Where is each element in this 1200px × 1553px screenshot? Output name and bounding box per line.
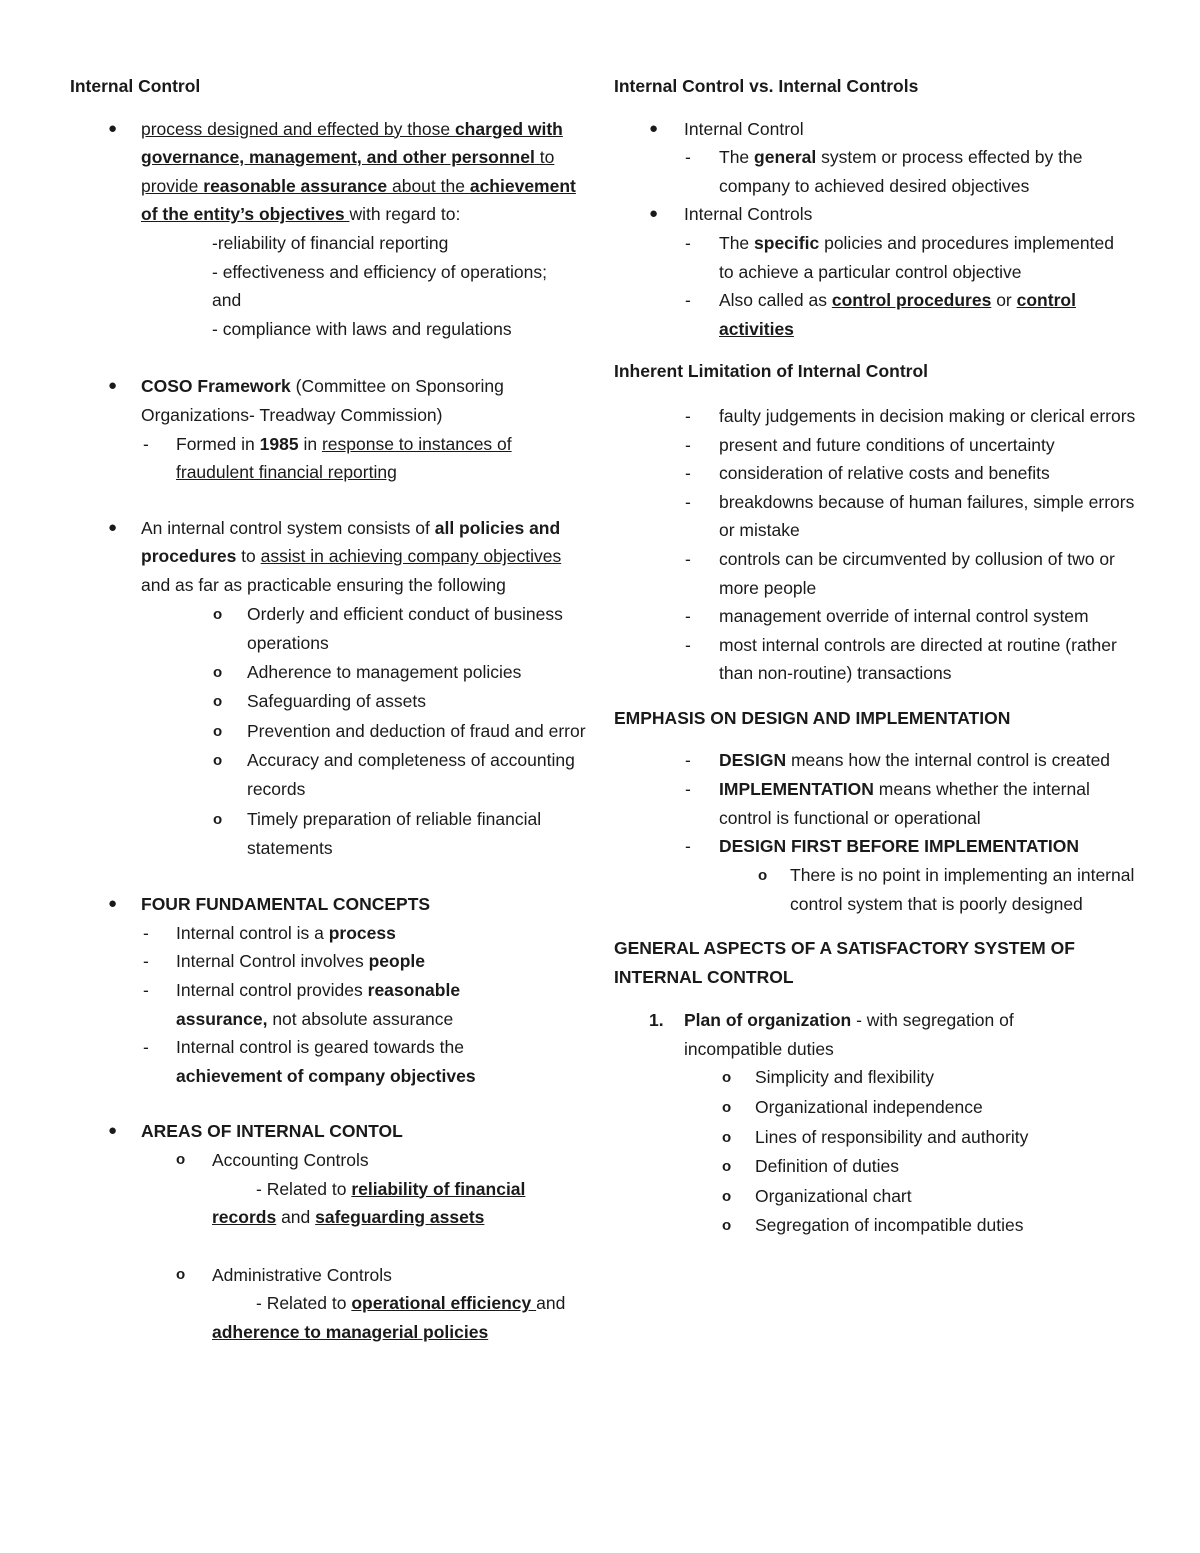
list-item: - controls can be circumvented by collusion of two or more people xyxy=(685,548,1115,598)
list-item: o Prevention and deduction of fraud and error xyxy=(213,720,586,741)
list-item: - present and future conditions of uncertainty xyxy=(685,434,1055,455)
list-item: - DESIGN means how the internal control is created xyxy=(685,750,1111,771)
definition-bullet xyxy=(70,115,595,229)
list-item: - most internal controls are directed at routine (rather than non-routine) transactions xyxy=(685,634,1117,684)
ic-desc: - The general system or process effected by the company to achieved desired objectives xyxy=(685,147,1083,196)
system-bullet xyxy=(70,514,595,600)
heading-vs: Internal Control vs. Internal Controls xyxy=(614,76,919,96)
heading-limitations: Inherent Limitation of Internal Control xyxy=(614,361,929,382)
system-text: An internal control system consists of all policies and procedures to assist in achieving company objectives and as far as practicable ensuring the following xyxy=(141,517,562,595)
areas-heading: AREAS OF INTERNAL CONTOL xyxy=(141,1121,403,1142)
bullet-icon: ● xyxy=(108,1122,118,1140)
right-column xyxy=(614,72,1139,1241)
heading-general: GENERAL ASPECTS OF A SATISFACTORY SYSTEM OF INTERNAL CONTROL xyxy=(614,938,1075,987)
bullet-icon: ● xyxy=(649,205,659,223)
administrative-controls: o Administrative Controls xyxy=(176,1264,392,1285)
list-item: o Adherence to management policies xyxy=(213,662,522,683)
administrative-desc: - Related to operational efficiency and adherence to managerial policies xyxy=(212,1293,566,1342)
list-item: - faulty judgements in decision making or clerical errors xyxy=(685,405,1136,426)
ic-bullet: ● Internal Control xyxy=(614,115,1139,144)
list-item: o Accuracy and completeness of accounting records xyxy=(213,749,575,800)
emphasis-sub: o There is no point in implementing an internal control system that is poorly designed xyxy=(758,864,1135,915)
system-items xyxy=(70,600,592,864)
bullet-icon: ● xyxy=(108,119,118,137)
list-item: - Internal control is a process xyxy=(143,922,396,943)
coso-formed: Formed in 1985 in response to instances of fraudulent financial reporting xyxy=(176,433,512,483)
list-item: - consideration of relative costs and benefits xyxy=(685,463,1050,484)
def-item: - effectiveness and efficiency of operations; and xyxy=(212,261,547,311)
accounting-desc: - Related to reliability of financial records and safeguarding assets xyxy=(212,1178,526,1228)
four-concepts-bullet xyxy=(70,890,595,919)
list-item: - management override of internal control system xyxy=(685,606,1089,627)
heading-internal-control: Internal Control xyxy=(70,76,201,96)
heading-emphasis: EMPHASIS ON DESIGN AND IMPLEMENTATION xyxy=(614,707,1011,728)
bullet-icon: ● xyxy=(108,895,118,913)
left-column xyxy=(70,72,595,1346)
def-item: -reliability of financial reporting xyxy=(212,232,449,253)
ics-desc: - The specific policies and procedures implemented to achieve a particular control objective xyxy=(685,232,1114,282)
list-item: o Timely preparation of reliable financial statements xyxy=(213,808,542,858)
accounting-controls: o Accounting Controls xyxy=(176,1149,369,1170)
list-item: o Lines of responsibility and authority xyxy=(722,1126,1029,1147)
bullet-icon: ● xyxy=(649,119,659,137)
list-item: o Orderly and efficient conduct of business operations xyxy=(213,603,563,653)
areas-bullet xyxy=(70,1117,595,1146)
list-item: o Organizational independence xyxy=(722,1097,983,1117)
ics-bullet: ● Internal Controls xyxy=(614,200,1139,229)
list-item: o Organizational chart xyxy=(722,1185,912,1206)
dash-marker: - xyxy=(143,433,149,454)
list-item: - breakdowns because of human failures, simple errors or mistake xyxy=(685,491,1135,541)
coso-text: COSO Framework (Committee on Sponsoring Organizations- Treadway Commission) xyxy=(141,376,504,425)
def-text-1: process designed and effected by those charged with governance, management, and other personnel to provide reasonable assurance about the achievement of the entity’s objectives with regard to: xyxy=(141,118,576,225)
list-item: - IMPLEMENTATION means whether the internal control is functional or operational xyxy=(685,779,1090,828)
emphasis-list xyxy=(614,746,1119,860)
list-item: - Internal Control involves people xyxy=(143,951,426,972)
definition-items xyxy=(70,229,552,343)
general-sub-list xyxy=(614,1063,1135,1241)
list-item: - DESIGN FIRST BEFORE IMPLEMENTATION xyxy=(685,836,1080,857)
coso-dash xyxy=(70,430,576,487)
bullet-icon: ● xyxy=(108,518,118,536)
list-item: o Simplicity and flexibility xyxy=(722,1067,934,1088)
list-item: - Internal control provides reasonable assurance, not absolute assurance xyxy=(143,979,461,1029)
bullet-icon: ● xyxy=(108,377,118,395)
coso-bullet xyxy=(70,372,595,429)
general-item-1: 1. Plan of organization - with segregation of incompatible duties xyxy=(649,1010,1014,1059)
limitations-list xyxy=(614,402,1139,688)
def-item: - compliance with laws and regulations xyxy=(212,318,512,339)
four-concepts-heading: FOUR FUNDAMENTAL CONCEPTS xyxy=(141,894,431,915)
list-item: o Safeguarding of assets xyxy=(213,691,427,712)
list-item: o Definition of duties xyxy=(722,1156,899,1177)
list-item: o Segregation of incompatible duties xyxy=(722,1215,1024,1236)
ics-also: - Also called as control procedures or control activities xyxy=(685,290,1076,339)
list-item: - Internal control is geared towards the achievement of company objectives xyxy=(143,1037,476,1086)
four-concepts-list xyxy=(70,919,536,1091)
